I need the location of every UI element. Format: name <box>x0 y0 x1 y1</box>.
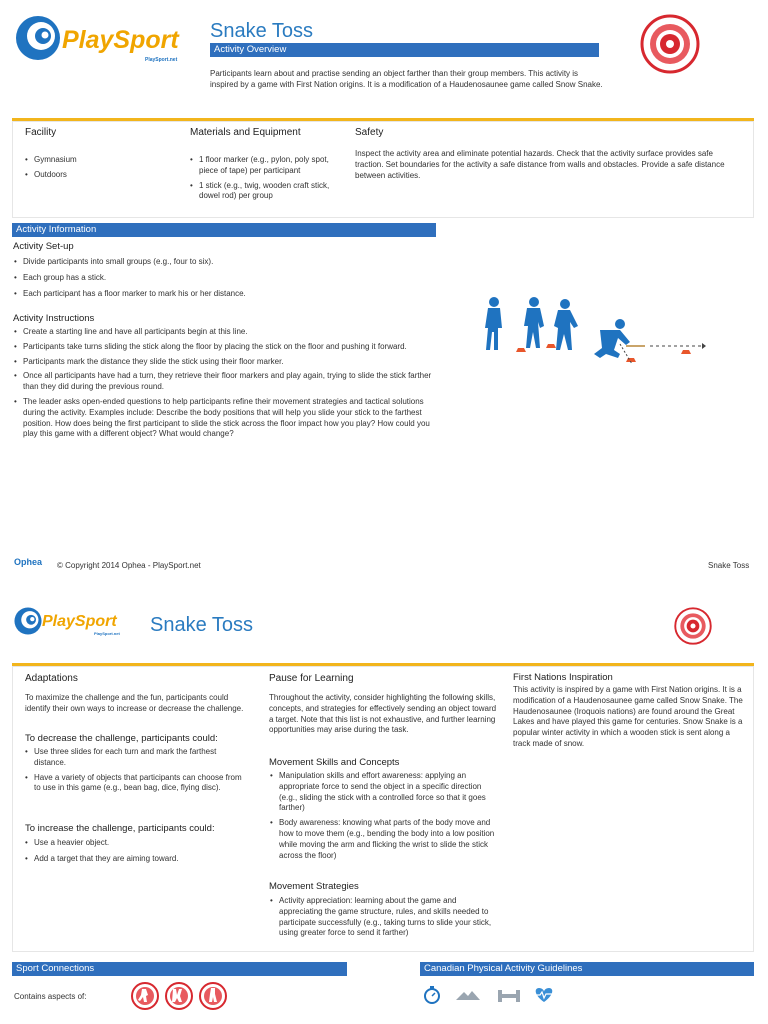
increase-heading: To increase the challenge, participants could: <box>25 823 215 834</box>
sport-icon-striking-game <box>200 983 226 1009</box>
activity-information-bar: Activity Information <box>12 223 436 237</box>
facility-heading: Facility <box>25 127 57 138</box>
guideline-icons <box>422 984 562 1006</box>
instructions-list <box>14 327 434 444</box>
decrease-list <box>25 747 250 798</box>
playsport-swirl-icon <box>12 12 64 64</box>
heart-rate-icon <box>535 988 553 1002</box>
ophea-logo <box>14 556 54 572</box>
brand-url: PlaySport.net <box>94 631 120 636</box>
strategies-heading: Movement Strategies <box>269 881 359 892</box>
skills-heading: Movement Skills and Concepts <box>269 757 400 768</box>
activity-overview-bar: Activity Overview <box>210 43 599 57</box>
list-item: • Gymnasium <box>25 155 175 166</box>
list-item: • Create a starting line and have all participants begin at this line. <box>14 327 434 338</box>
list-item: • Body awareness: knowing what parts of the body move and how to move them (e.g., bending the body into a low position while moving the arm and flicking the wrist to slide the stick across the floor) <box>270 818 498 861</box>
list-item: • Participants take turns sliding the stick along the floor by placing the stick on the floor and pushing it forward. <box>14 342 434 353</box>
copyright-text: © Copyright 2014 Ophea - PlaySport.net <box>57 561 201 570</box>
decrease-heading: To decrease the challenge, participants could: <box>25 733 218 744</box>
playsport-logo-page2 <box>12 605 132 643</box>
playsport-logo <box>12 12 197 70</box>
ophea-wordmark: Ophea <box>14 557 43 567</box>
activity-illustration <box>480 292 710 372</box>
brand-name: PlaySport <box>42 613 117 630</box>
inspiration-heading: First Nations Inspiration <box>513 672 613 683</box>
list-item: • 1 floor marker (e.g., pylon, poly spot, piece of tape) per participant <box>190 155 335 177</box>
materials-list <box>190 155 335 206</box>
list-item: • Participants mark the distance they slide the stick using their floor marker. <box>14 357 434 368</box>
list-item: • Use three slides for each turn and mark the farthest distance. <box>25 747 250 769</box>
skills-list <box>270 771 498 865</box>
target-icon <box>674 607 712 645</box>
page-title: Snake Toss <box>210 20 314 42</box>
guidelines-bar: Canadian Physical Activity Guidelines <box>420 962 754 976</box>
strategies-list <box>270 896 498 943</box>
list-item: • The leader asks open-ended questions to help participants refine their movement strategies and tactical solutions during the activity. Examples include: Describe the body positions that will help you slide your stick to the farthest position. How does being the first participant to slide the stick across the floor impact how you play? How could you play this game with a different object? What would change? <box>14 397 434 440</box>
list-item: • Use a heavier object. <box>25 838 250 849</box>
safety-heading: Safety <box>355 127 384 138</box>
setup-list <box>14 257 434 303</box>
list-item: • Activity appreciation: learning about the game and appreciating the game structure, rules, and skills needed to participate successfully (e.g., taking turns to slide your stick, using greater force to send it farther) <box>270 896 498 939</box>
page2-title: Snake Toss <box>150 614 254 636</box>
sport-icon-target-game <box>132 983 158 1009</box>
pause-heading: Pause for Learning <box>269 673 354 684</box>
list-item: • Each participant has a floor marker to mark his or her distance. <box>14 289 434 300</box>
list-item: • Divide participants into small groups (e.g., four to six). <box>14 257 434 268</box>
sport-connections-bar: Sport Connections <box>12 962 347 976</box>
list-item: • Once all participants have had a turn, they retrieve their floor markers and play again, trying to slide the stick farther than they did during the previous round. <box>14 371 434 393</box>
brand-name: PlaySport <box>62 26 179 54</box>
facility-list <box>25 155 175 185</box>
dumbbell-icon <box>498 990 520 1002</box>
list-item: • Have a variety of objects that participants can choose from to use in this game (e.g., bean bag, dice, flying disc). <box>25 773 250 795</box>
list-item: • Manipulation skills and effort awareness: applying an appropriate force to send the object in a specific direction (e.g., sliding the stick with a controlled force so that it goes farther) <box>270 771 498 814</box>
target-icon <box>640 14 700 74</box>
list-item: • Add a target that they are aiming toward. <box>25 854 250 865</box>
increase-list <box>25 838 250 869</box>
list-item: • Each group has a stick. <box>14 273 434 284</box>
list-item: • Outdoors <box>25 170 175 181</box>
instructions-heading: Activity Instructions <box>13 313 95 324</box>
safety-text: Inspect the activity area and eliminate potential hazards. Check that the activity surface provides safe traction. Set boundaries for the activity a safe distance from walls and obstacles. Provide a safe distance between activities. <box>355 149 725 180</box>
mountain-icon <box>456 991 480 1000</box>
sport-icons <box>130 980 230 1012</box>
list-item: • 1 stick (e.g., twig, wooden craft stick, dowel rod) per group <box>190 181 335 203</box>
brand-url: PlaySport.net <box>145 57 178 63</box>
pause-intro: Throughout the activity, consider highlighting the following skills, concepts, and strategies for effectively sending an object toward a target. Note that this list is not exhaustive, and further learning opportunities may arise during the task. <box>269 693 497 735</box>
adaptations-intro: To maximize the challenge and the fun, participants could identify their own ways to increase or decrease the challenge. <box>25 693 244 713</box>
playsport-swirl-icon <box>12 605 44 637</box>
materials-heading: Materials and Equipment <box>190 127 301 138</box>
contains-aspects-label: Contains aspects of: <box>14 992 87 1001</box>
inspiration-text: This activity is inspired by a game with First Nation origins. It is a modification of a Haudenosaunee game called Snow Snake. The Haudenosaunee (Iroquois nations) are found around the Great Lakes and have played this game for centuries. Snow Snake is a popular winter activity in which a wooden stick is sent along a track made of snow. <box>513 685 743 748</box>
setup-heading: Activity Set-up <box>13 241 74 252</box>
adaptations-heading: Adaptations <box>25 673 78 684</box>
footer-activity-name: Snake Toss <box>708 561 750 570</box>
sport-icon-net-game <box>166 983 192 1009</box>
overview-text: Participants learn about and practise sending an object farther than their group members. This activity is inspired by a game with First Nation origins. It is a modification of a Haudenosaunee game called Snow Snake. <box>210 69 603 89</box>
stopwatch-icon <box>425 986 439 1003</box>
